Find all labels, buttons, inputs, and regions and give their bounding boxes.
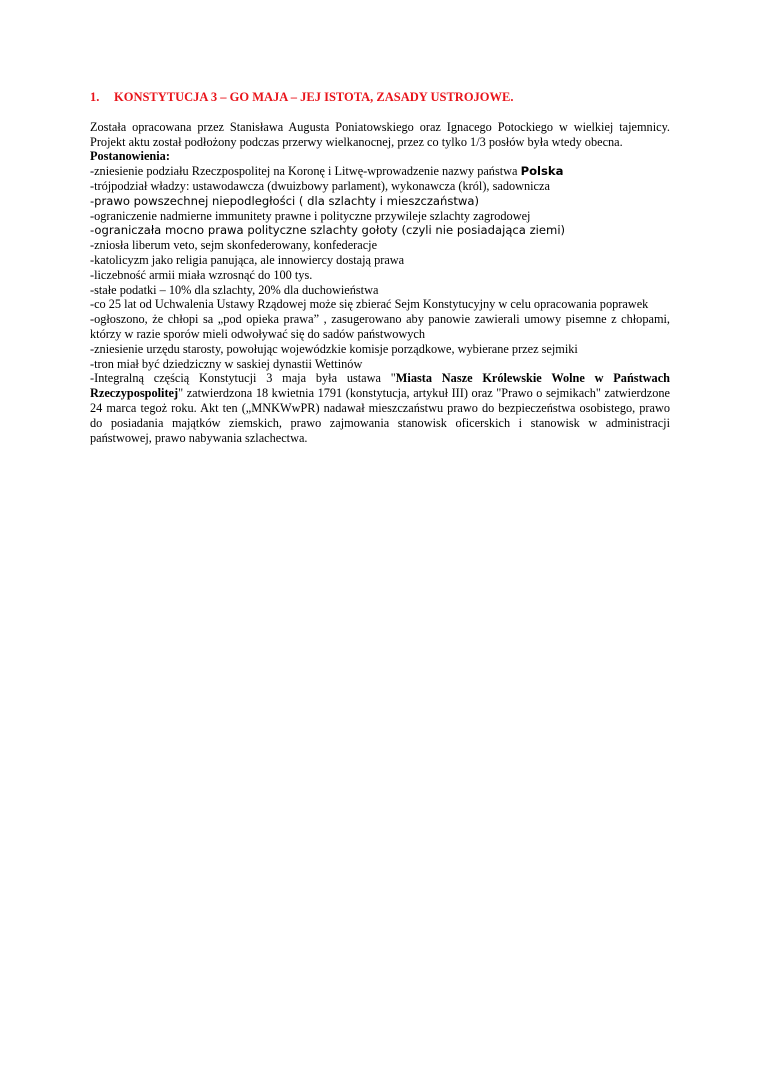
list-item-bold: Miasta Nasze Królewskie Wolne w Państwach Rzeczypospolitej bbox=[90, 371, 670, 401]
list-item-bold: Polska bbox=[520, 164, 564, 179]
list-item: -stałe podatki – 10% dla szlachty, 20% dla duchowieństwa bbox=[90, 282, 379, 297]
section-heading bbox=[90, 90, 670, 105]
list-item bbox=[90, 371, 670, 445]
list-item: -zniesienie urzędu starosty, powołując wojewódzkie komisje porządkowe, wybierane przez sejmiki bbox=[90, 341, 578, 356]
intro-paragraph: Została opracowana przez Stanisława Augusta Poniatowskiego oraz Ignacego Potockiego w wielkiej tajemnicy. Projekt aktu został podłożony podczas przerwy wielkanocnej, przez co tylko 1/3 posłów była wtedy obecna. bbox=[90, 119, 670, 149]
postanowienia-label: Postanowienia: bbox=[90, 149, 170, 164]
document-page bbox=[90, 90, 670, 445]
list-item bbox=[90, 194, 670, 209]
list-item bbox=[90, 223, 670, 238]
list-item: -liczebność armii miała wzrosnąć do 100 tys. bbox=[90, 267, 313, 282]
list-item: -tron miał być dziedziczny w saskiej dynastii Wettinów bbox=[90, 356, 363, 371]
list-item-text: " zatwierdzona 18 kwietnia 1791 (konstytucja, artykuł III) oraz "Prawo o sejmikach" zatwierdzone 24 marca tegoż roku. Akt ten („MNKWwPR) nadawał mieszczaństwu prawo do bezpieczeństwa osobistego, prawo do posiadania majątków ziemskich, prawo zajmowania stanowisk oficerskich i stanowisk w administracji państwowej, prawo nabywania szlachectwa. bbox=[90, 386, 670, 445]
heading-number: 1. bbox=[90, 90, 100, 104]
list-item: -co 25 lat od Uchwalenia Ustawy Rządowej może się zbierać Sejm Konstytucyjny w celu opracowania poprawek bbox=[90, 297, 649, 312]
heading-title: KONSTYTUCJA 3 – GO MAJA – JEJ ISTOTA, ZASADY USTROJOWE. bbox=[114, 90, 514, 104]
list-item: -ograniczenie nadmierne immunitety prawne i polityczne przywileje szlachty zagrodowej bbox=[90, 208, 531, 223]
list-item-text: -prawo powszechnej niepodległości ( dla szlachty i mieszczaństwa) bbox=[90, 193, 480, 208]
list-item: -trójpodział władzy: ustawodawcza (dwuizbowy parlament), wykonawcza (król), sadownicza bbox=[90, 178, 550, 193]
list-item: -katolicyzm jako religia panująca, ale innowiercy dostają prawa bbox=[90, 252, 405, 267]
list-item: -zniosła liberum veto, sejm skonfederowany, konfederacje bbox=[90, 238, 378, 253]
list-item-text: -zniesienie podziału Rzeczpospolitej na Koronę i Litwę-wprowadzenie nazwy państwa bbox=[90, 164, 521, 179]
list-item: -ogłoszono, że chłopi sa „pod opieka prawa” , zasugerowano aby panowie zawierali umowy pisemne z chłopami, którzy w razie sporów mieli odwoływać się do sadów państwowych bbox=[90, 312, 670, 341]
list-item-text: -ograniczała mocno prawa polityczne szlachty gołoty (czyli nie posiadająca ziemi) bbox=[90, 223, 566, 238]
list-item-text: -Integralną częścią Konstytucji 3 maja była ustawa " bbox=[90, 371, 396, 386]
provisions-list bbox=[90, 164, 670, 445]
list-item bbox=[90, 164, 670, 179]
